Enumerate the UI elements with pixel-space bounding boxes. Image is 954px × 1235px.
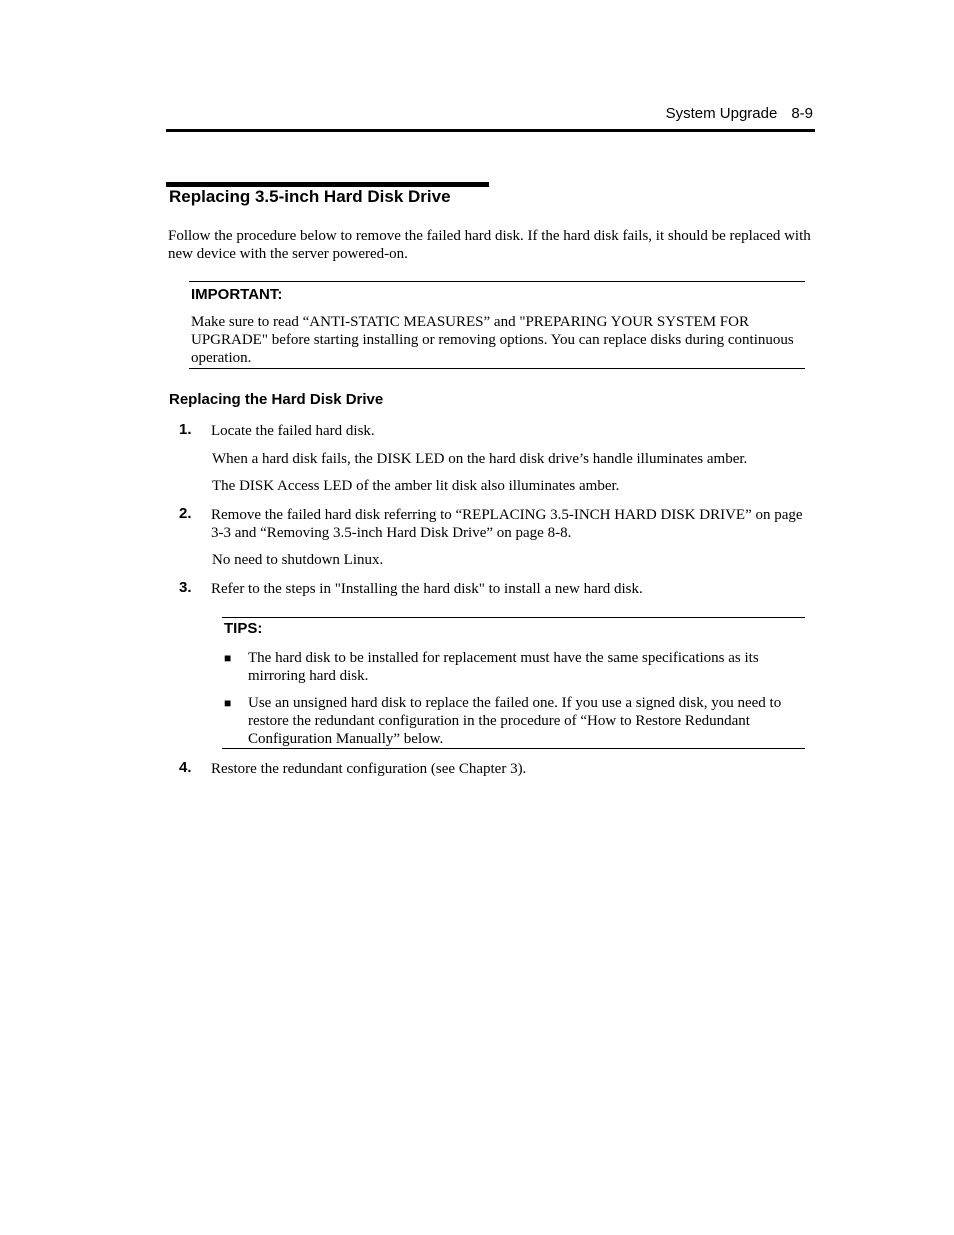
intro-paragraph: Follow the procedure below to remove the failed hard disk. If the hard disk fails, it should be replaced with new device with the server powered-on. bbox=[168, 228, 811, 262]
tip-item-2 bbox=[224, 694, 799, 748]
important-notice bbox=[189, 281, 805, 369]
step-3-number: 3. bbox=[179, 579, 192, 596]
step-1-note-1: When a hard disk fails, the DISK LED on the hard disk drive’s handle illuminates amber. bbox=[212, 451, 748, 467]
step-1-text: Locate the failed hard disk. bbox=[211, 423, 375, 439]
header-section-name: System Upgrade bbox=[665, 105, 778, 122]
step-2-note-1: No need to shutdown Linux. bbox=[212, 552, 384, 568]
step-4-text: Restore the redundant configuration (see Chapter 3). bbox=[211, 761, 527, 777]
square-bullet-icon: ■ bbox=[224, 651, 232, 665]
step-3-text: Refer to the steps in "Installing the hard disk" to install a new hard disk. bbox=[211, 581, 643, 597]
running-header bbox=[666, 105, 813, 122]
tip-item-2-text: Use an unsigned hard disk to replace the failed one. If you use a signed disk, you need to restore the redundant configuration in the procedure of “How to Restore Redundant Configuration Manually” below. bbox=[248, 695, 782, 747]
tips-notice bbox=[222, 617, 805, 749]
important-label: IMPORTANT: bbox=[191, 286, 283, 303]
square-bullet-icon: ■ bbox=[224, 696, 232, 710]
tips-label: TIPS: bbox=[224, 620, 263, 637]
step-2-number: 2. bbox=[179, 505, 192, 522]
tip-item-1-text: The hard disk to be installed for replacement must have the same specifications as its mirroring hard disk. bbox=[248, 650, 759, 684]
page-number: 8-9 bbox=[791, 105, 813, 122]
subsection-title: Replacing the Hard Disk Drive bbox=[169, 391, 384, 408]
important-text: Make sure to read “ANTI-STATIC MEASURES” and "PREPARING YOUR SYSTEM FOR UPGRADE" before starting installing or removing options. You can replace disks during continuous operation. bbox=[191, 314, 794, 366]
step-2-text: Remove the failed hard disk referring to “REPLACING 3.5-INCH HARD DISK DRIVE” on page 3-3 and “Removing 3.5-inch Hard Disk Drive” on page 8-8. bbox=[211, 507, 803, 541]
section-title: Replacing 3.5-inch Hard Disk Drive bbox=[169, 187, 451, 206]
step-1-note-2: The DISK Access LED of the amber lit disk also illuminates amber. bbox=[212, 478, 620, 494]
step-4-number: 4. bbox=[179, 759, 192, 776]
step-1-number: 1. bbox=[179, 421, 192, 438]
header-rule bbox=[166, 129, 815, 132]
tip-item-1 bbox=[224, 649, 799, 685]
